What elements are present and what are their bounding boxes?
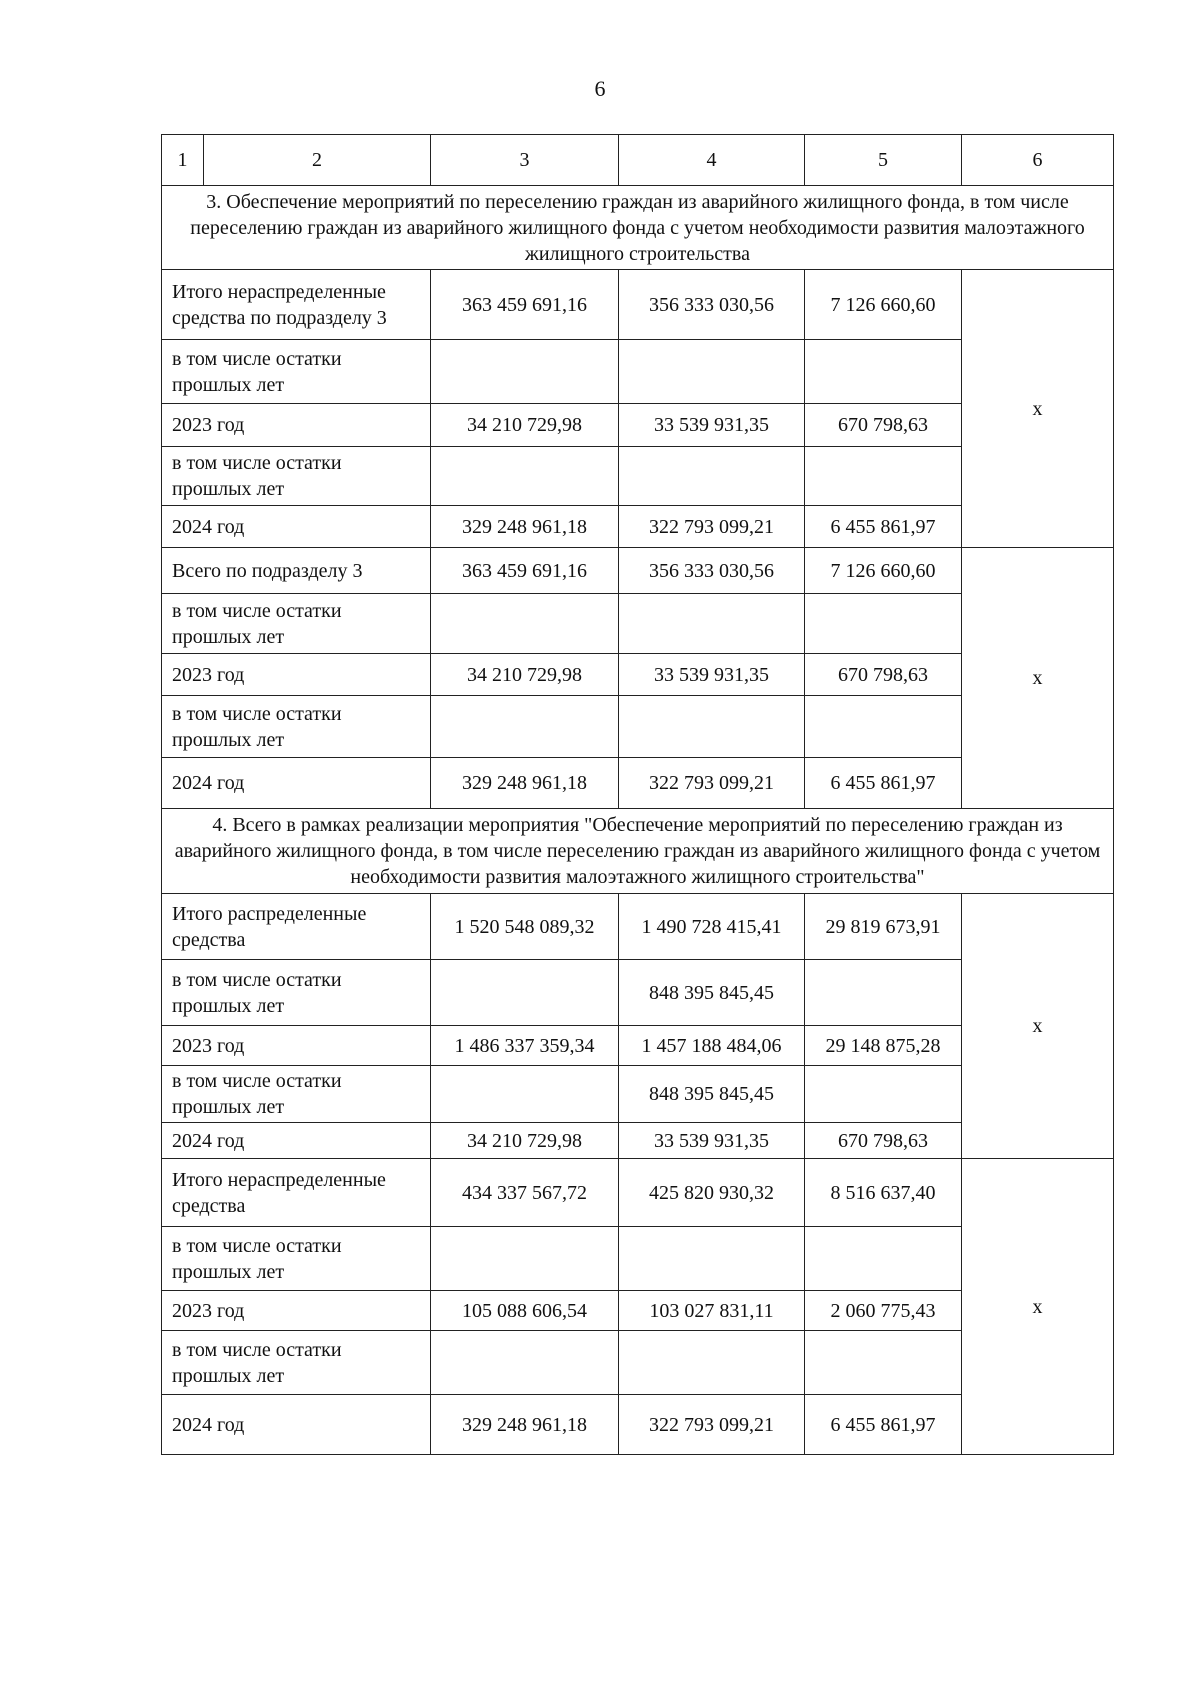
row-label: Итого нераспределенные средства bbox=[162, 1159, 431, 1227]
section-title: 3. Обеспечение мероприятий по переселению граждан из аварийного жилищного фонда, в том числе переселению граждан из аварийного жилищного фонда с учетом необходимости развития малоэтажного жилищного строительства bbox=[162, 186, 1114, 270]
table-row bbox=[162, 548, 1114, 594]
amount-column-4 bbox=[619, 1331, 805, 1395]
amount-column-3: 363 459 691,16 bbox=[431, 270, 619, 340]
not-applicable-mark: х bbox=[962, 894, 1114, 1159]
amount-column-3: 363 459 691,16 bbox=[431, 548, 619, 594]
row-label: в том числе остатки прошлых лет bbox=[162, 447, 431, 506]
row-label: 2023 год bbox=[162, 654, 431, 696]
budget-table bbox=[161, 134, 1114, 1455]
row-label: 2023 год bbox=[162, 1026, 431, 1066]
amount-column-4: 33 539 931,35 bbox=[619, 1123, 805, 1159]
amount-column-5: 29 819 673,91 bbox=[805, 894, 962, 960]
amount-column-4: 1 490 728 415,41 bbox=[619, 894, 805, 960]
amount-column-3: 34 210 729,98 bbox=[431, 654, 619, 696]
amount-column-4: 33 539 931,35 bbox=[619, 654, 805, 696]
amount-column-4: 322 793 099,21 bbox=[619, 758, 805, 809]
amount-column-3: 34 210 729,98 bbox=[431, 1123, 619, 1159]
amount-column-5 bbox=[805, 447, 962, 506]
amount-column-3 bbox=[431, 447, 619, 506]
row-label: Итого распределенные средства bbox=[162, 894, 431, 960]
amount-column-4 bbox=[619, 594, 805, 654]
row-label: Итого нераспределенные средства по подразделу 3 bbox=[162, 270, 431, 340]
column-number-1: 1 bbox=[162, 135, 204, 186]
amount-column-5 bbox=[805, 1331, 962, 1395]
amount-column-5: 7 126 660,60 bbox=[805, 270, 962, 340]
amount-column-4: 103 027 831,11 bbox=[619, 1291, 805, 1331]
amount-column-3: 434 337 567,72 bbox=[431, 1159, 619, 1227]
amount-column-3: 1 486 337 359,34 bbox=[431, 1026, 619, 1066]
table-body bbox=[162, 135, 1114, 1455]
section-title-row bbox=[162, 186, 1114, 270]
amount-column-4 bbox=[619, 1227, 805, 1291]
row-label: 2024 год bbox=[162, 1123, 431, 1159]
row-label: в том числе остатки прошлых лет bbox=[162, 1227, 431, 1291]
row-label: 2023 год bbox=[162, 1291, 431, 1331]
row-label: Всего по подразделу 3 bbox=[162, 548, 431, 594]
amount-column-3 bbox=[431, 696, 619, 758]
amount-column-4 bbox=[619, 696, 805, 758]
row-label: 2023 год bbox=[162, 404, 431, 447]
amount-column-5 bbox=[805, 696, 962, 758]
row-label: 2024 год bbox=[162, 758, 431, 809]
amount-column-3: 34 210 729,98 bbox=[431, 404, 619, 447]
amount-column-3 bbox=[431, 1066, 619, 1123]
amount-column-5: 6 455 861,97 bbox=[805, 758, 962, 809]
row-label: в том числе остатки прошлых лет bbox=[162, 960, 431, 1026]
amount-column-5 bbox=[805, 1227, 962, 1291]
row-label: в том числе остатки прошлых лет bbox=[162, 594, 431, 654]
row-label: 2024 год bbox=[162, 1395, 431, 1455]
row-label: в том числе остатки прошлых лет bbox=[162, 1331, 431, 1395]
not-applicable-mark: х bbox=[962, 1159, 1114, 1455]
column-number-5: 5 bbox=[805, 135, 962, 186]
amount-column-5: 670 798,63 bbox=[805, 404, 962, 447]
page-number: 6 bbox=[594, 76, 606, 101]
amount-column-3: 329 248 961,18 bbox=[431, 758, 619, 809]
column-number-3: 3 bbox=[431, 135, 619, 186]
amount-column-5 bbox=[805, 960, 962, 1026]
amount-column-3 bbox=[431, 960, 619, 1026]
row-label: в том числе остатки прошлых лет bbox=[162, 1066, 431, 1123]
amount-column-4: 425 820 930,32 bbox=[619, 1159, 805, 1227]
amount-column-5: 670 798,63 bbox=[805, 1123, 962, 1159]
amount-column-3: 105 088 606,54 bbox=[431, 1291, 619, 1331]
amount-column-4: 1 457 188 484,06 bbox=[619, 1026, 805, 1066]
amount-column-4: 322 793 099,21 bbox=[619, 506, 805, 548]
section-title-row bbox=[162, 809, 1114, 894]
amount-column-5 bbox=[805, 340, 962, 404]
amount-column-4: 848 395 845,45 bbox=[619, 960, 805, 1026]
amount-column-4: 322 793 099,21 bbox=[619, 1395, 805, 1455]
amount-column-3: 329 248 961,18 bbox=[431, 1395, 619, 1455]
amount-column-5: 670 798,63 bbox=[805, 654, 962, 696]
amount-column-5: 8 516 637,40 bbox=[805, 1159, 962, 1227]
table-row bbox=[162, 270, 1114, 340]
amount-column-3 bbox=[431, 340, 619, 404]
row-label: в том числе остатки прошлых лет bbox=[162, 340, 431, 404]
amount-column-5: 6 455 861,97 bbox=[805, 506, 962, 548]
column-number-4: 4 bbox=[619, 135, 805, 186]
amount-column-5: 29 148 875,28 bbox=[805, 1026, 962, 1066]
amount-column-4: 356 333 030,56 bbox=[619, 548, 805, 594]
table-row bbox=[162, 894, 1114, 960]
amount-column-3 bbox=[431, 1227, 619, 1291]
amount-column-3: 329 248 961,18 bbox=[431, 506, 619, 548]
not-applicable-mark: х bbox=[962, 548, 1114, 809]
amount-column-5 bbox=[805, 1066, 962, 1123]
amount-column-5: 2 060 775,43 bbox=[805, 1291, 962, 1331]
not-applicable-mark: х bbox=[962, 270, 1114, 548]
column-number-row bbox=[162, 135, 1114, 186]
amount-column-4: 33 539 931,35 bbox=[619, 404, 805, 447]
amount-column-5 bbox=[805, 594, 962, 654]
amount-column-3 bbox=[431, 594, 619, 654]
section-title: 4. Всего в рамках реализации мероприятия "Обеспечение мероприятий по переселению граждан из аварийного жилищного фонда, в том числе переселению граждан из аварийного жилищного фонда с учетом необходимости развития малоэтажного жилищного строительства" bbox=[162, 809, 1114, 894]
amount-column-5: 6 455 861,97 bbox=[805, 1395, 962, 1455]
amount-column-4 bbox=[619, 447, 805, 506]
column-number-6: 6 bbox=[962, 135, 1114, 186]
table-row bbox=[162, 1159, 1114, 1227]
amount-column-4: 356 333 030,56 bbox=[619, 270, 805, 340]
amount-column-5: 7 126 660,60 bbox=[805, 548, 962, 594]
amount-column-4 bbox=[619, 340, 805, 404]
amount-column-4: 848 395 845,45 bbox=[619, 1066, 805, 1123]
column-number-2: 2 bbox=[204, 135, 431, 186]
amount-column-3: 1 520 548 089,32 bbox=[431, 894, 619, 960]
row-label: в том числе остатки прошлых лет bbox=[162, 696, 431, 758]
amount-column-3 bbox=[431, 1331, 619, 1395]
row-label: 2024 год bbox=[162, 506, 431, 548]
